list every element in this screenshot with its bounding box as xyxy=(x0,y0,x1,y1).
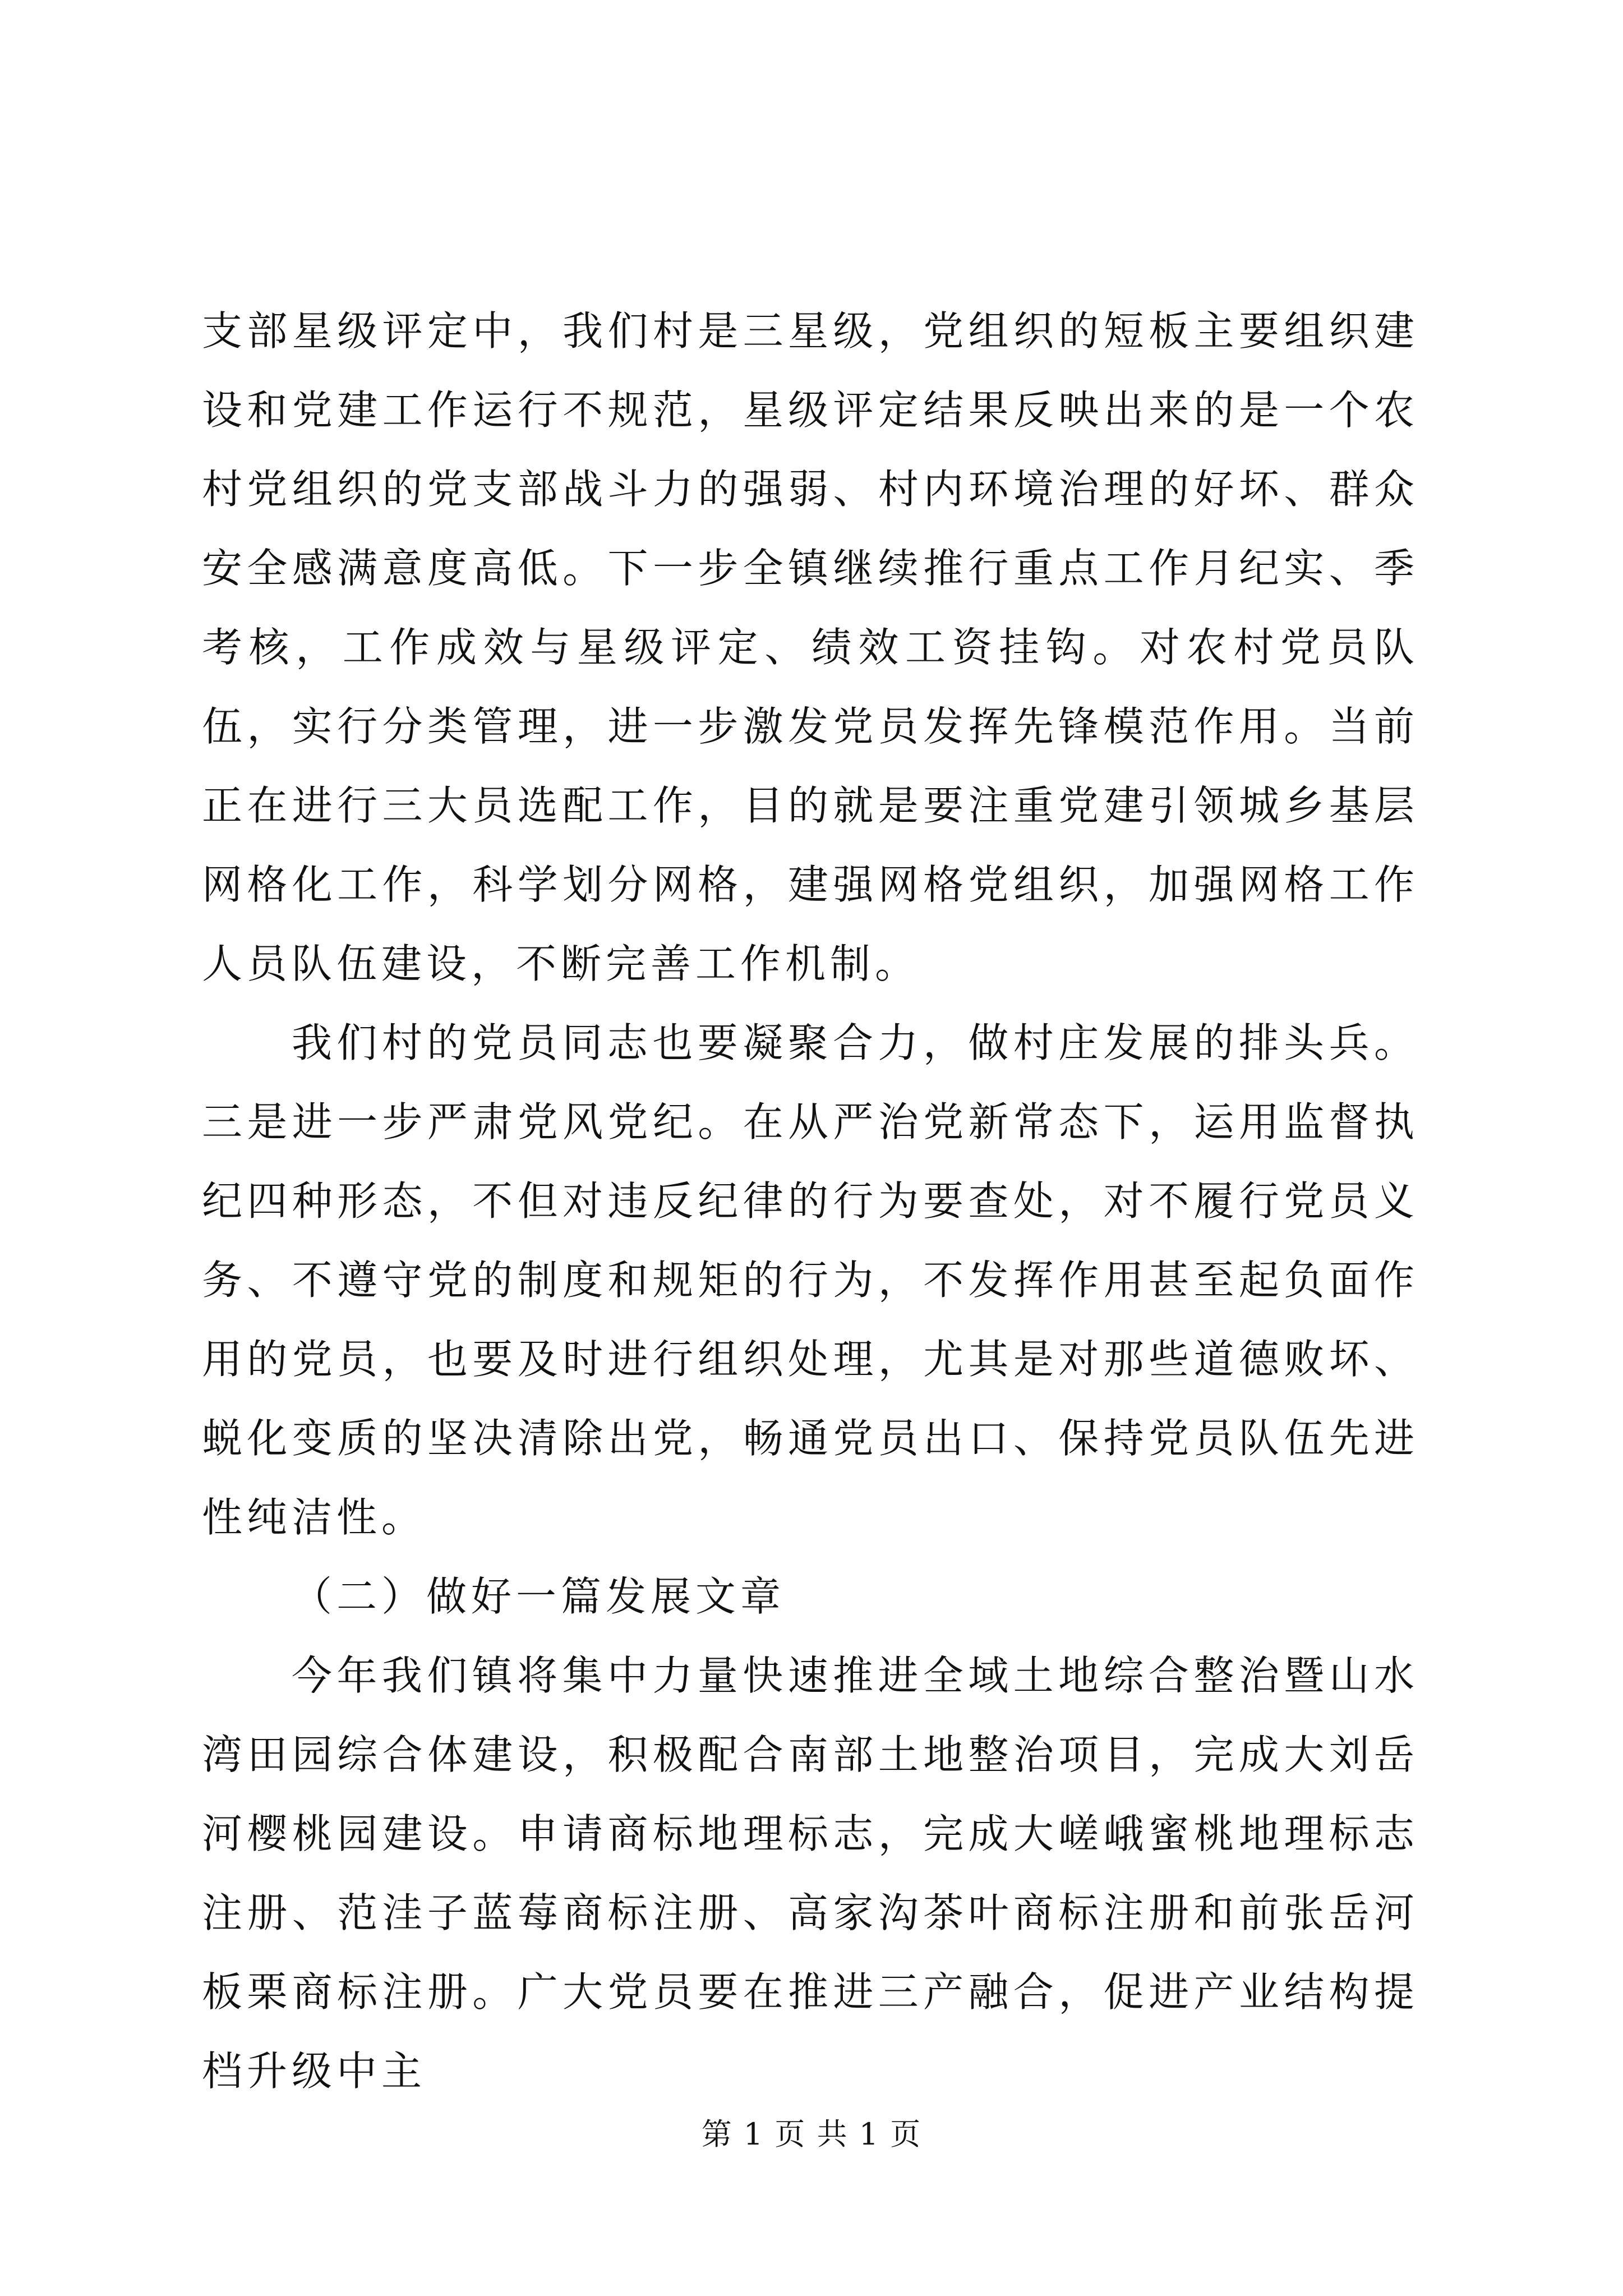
paragraph-development: 今年我们镇将集中力量快速推进全域土地综合整治暨山水湾田园综合体建设，积极配合南部土地整治项目，完成大刘岳河樱桃园建设。申请商标地理标志，完成大嵯峨蜜桃地理标志注册、范洼子蓝莓商标注册、高家沟茶叶商标注册和前张岳河板栗商标注册。广大党员要在推进三产融合，促进产业结构提档升级中主 xyxy=(202,1652,1419,2095)
section-heading-development: （二）做好一篇发展文章 xyxy=(292,1573,786,1620)
page-number-footer: 第 1 页 共 1 页 xyxy=(701,2116,922,2152)
paragraph-star-rating: 支部星级评定中，我们村是三星级，党组织的短板主要组织建设和党建工作运行不规范，星级评定结果反映出来的是一个农村党组织的党支部战斗力的强弱、村内环境治理的好坏、群众安全感满意度高低。下一步全镇继续推行重点工作月纪实、季考核，工作成效与星级评定、绩效工资挂钩。对农村党员队伍，实行分类管理，进一步激发党员发挥先锋模范作用。当前正在进行三大员选配工作，目的就是要注重党建引领城乡基层网格化工作，科学划分网格，建强网格党组织，加强网格工作人员队伍建设，不断完善工作机制。 xyxy=(202,307,1419,987)
paragraph-party-discipline: 我们村的党员同志也要凝聚合力，做村庄发展的排头兵。三是进一步严肃党风党纪。在从严治党新常态下，运用监督执纪四种形态，不但对违反纪律的行为要查处，对不履行党员义务、不遵守党的制度和规矩的行为，不发挥作用甚至起负面作用的党员，也要及时进行组织处理，尤其是对那些道德败坏、蜕化变质的坚决清除出党，畅通党员出口、保持党员队伍先进性纯洁性。 xyxy=(202,1019,1419,1541)
document-body xyxy=(202,292,1419,2111)
